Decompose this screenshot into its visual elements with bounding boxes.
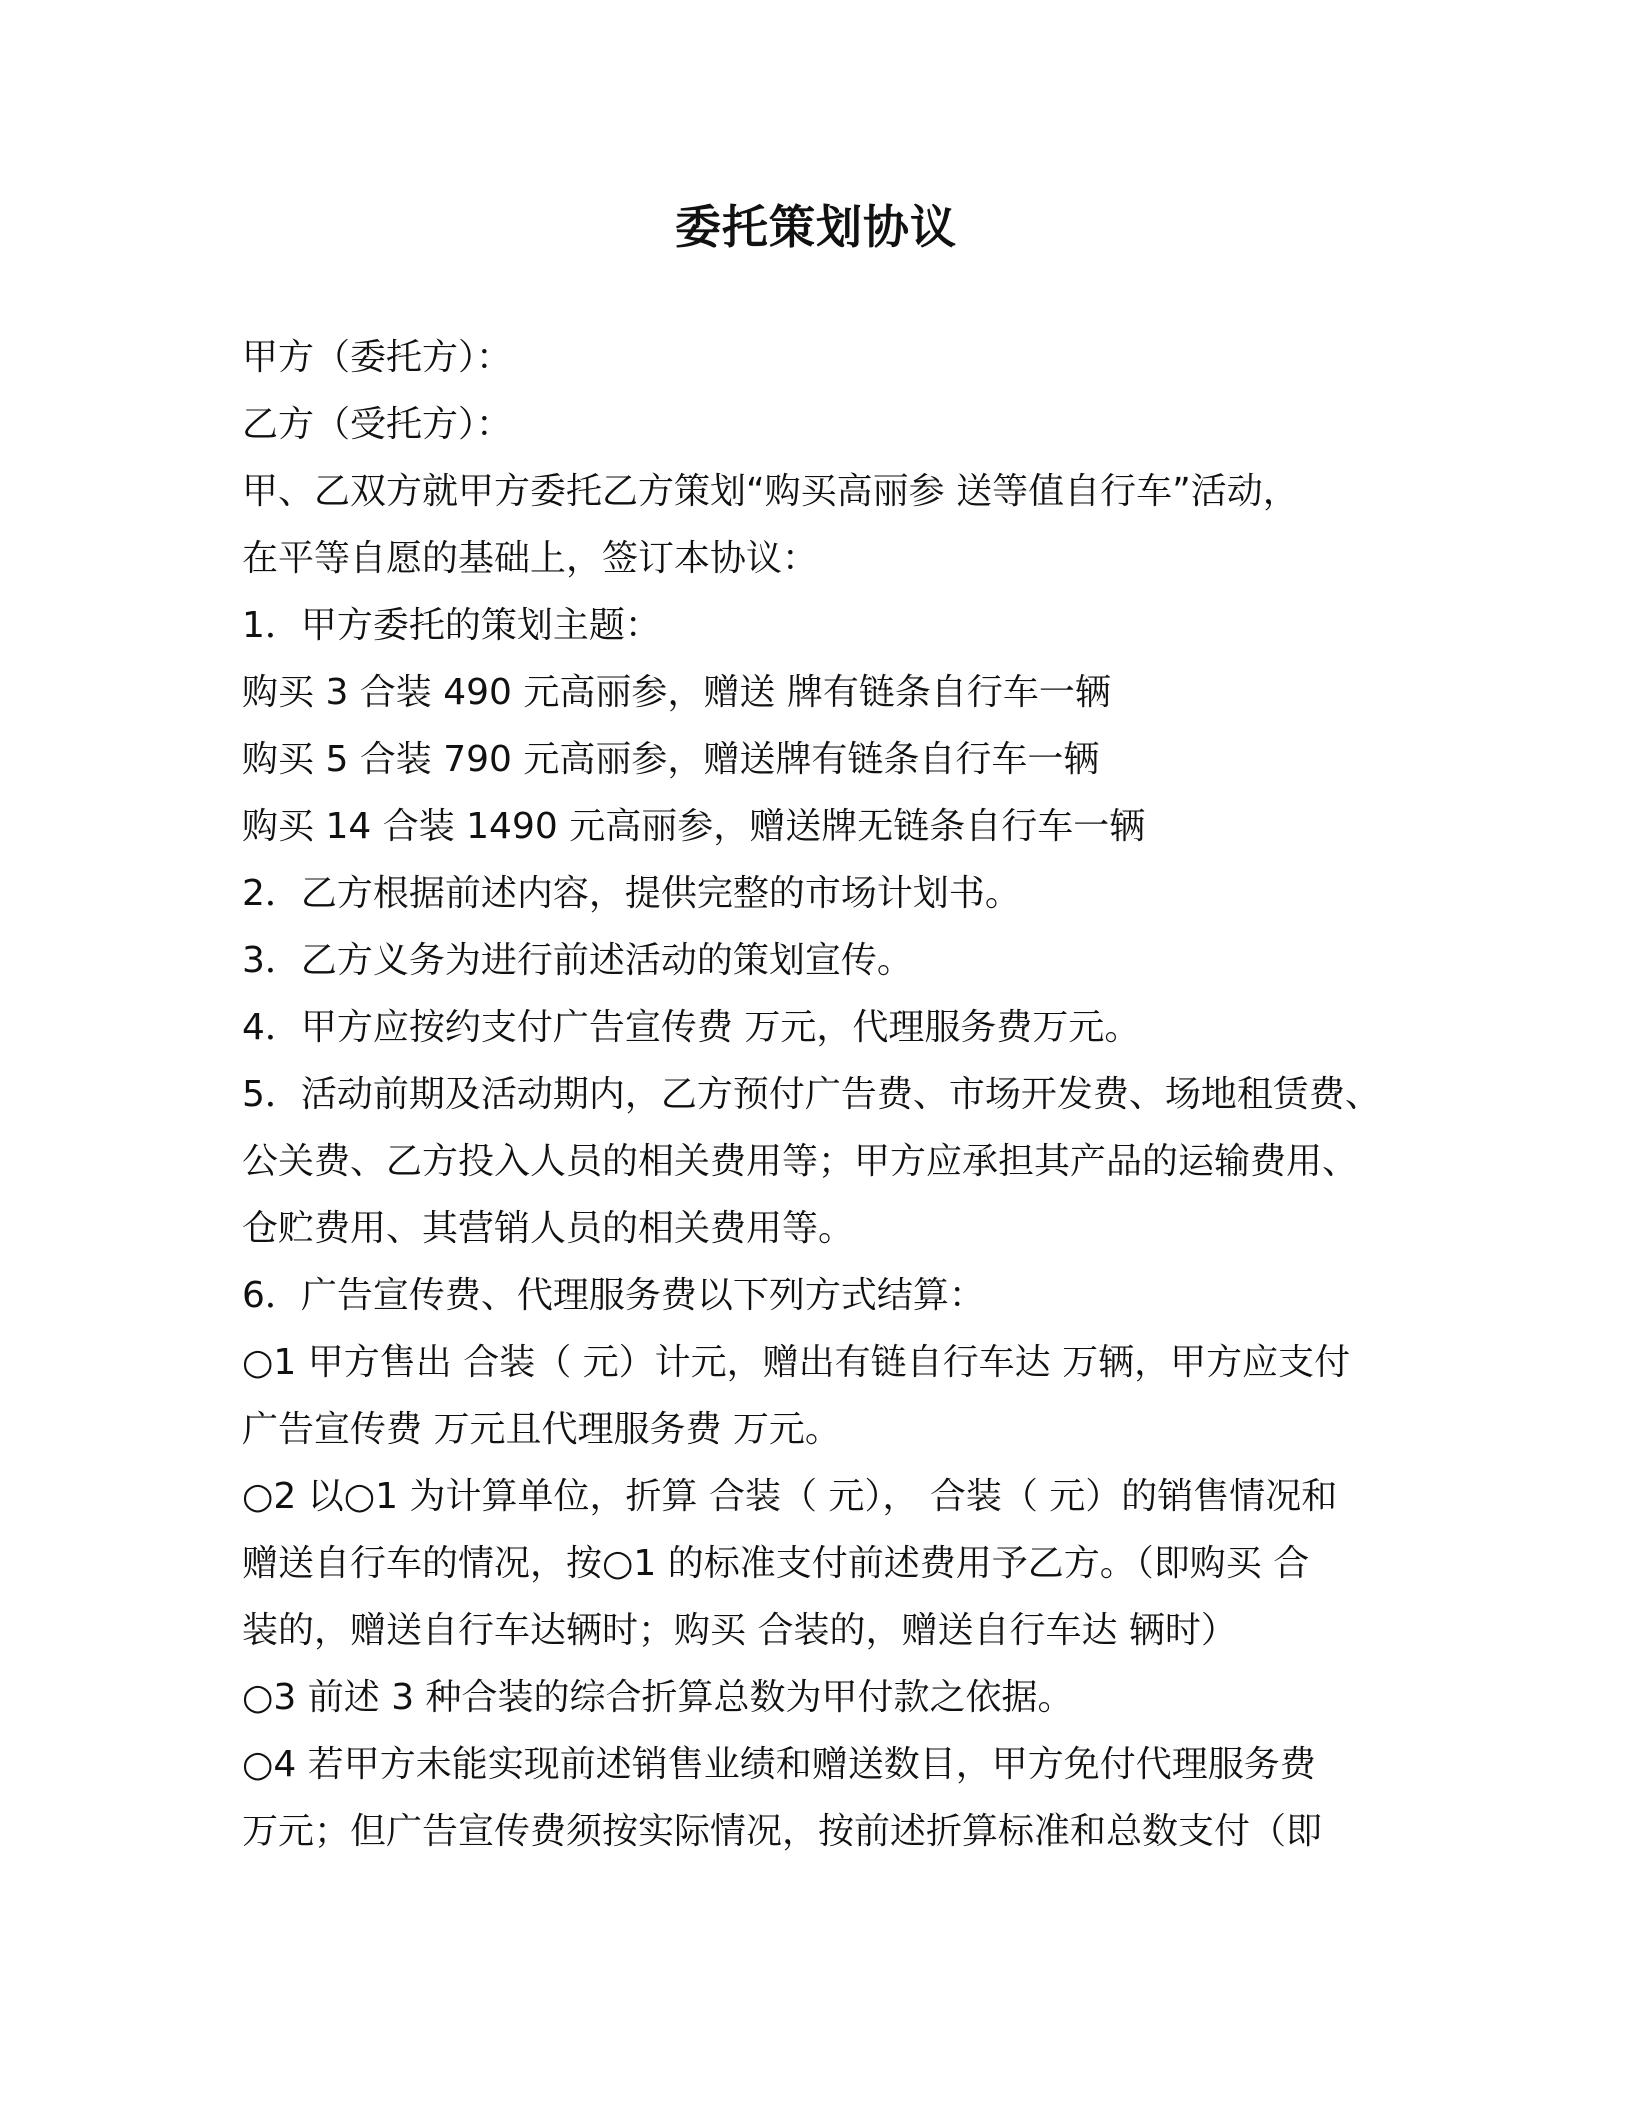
clause-6-item-2-line: 赠送自行车的情况，按○1 的标准支付前述费用予乙方。（即购买 合 — [242, 1543, 1310, 1584]
document-title: 委托策划协议 — [675, 200, 957, 254]
clause-6-item-1-line: 广告宣传费 万元且代理服务费 万元。 — [242, 1409, 841, 1450]
clause-5-line: 仓贮费用、其营销人员的相关费用等。 — [242, 1208, 855, 1249]
clause-6-item-2-line: ○2 以○1 为计算单位，折算 合装（ 元）， 合装（ 元）的销售情况和 — [242, 1476, 1338, 1517]
clause-6-item-3: ○3 前述 3 种合装的综合折算总数为甲付款之依据。 — [242, 1677, 1074, 1718]
clause-1-item: 购买 5 合装 790 元高丽参，赠送牌有链条自行车一辆 — [242, 739, 1100, 780]
party-a-line: 甲方（委托方）： — [242, 337, 513, 378]
party-b-line: 乙方（受托方）： — [242, 404, 513, 445]
clause-5-line: 5．活动前期及活动期内，乙方预付广告费、市场开发费、场地租赁费、 — [242, 1074, 1381, 1115]
clause-6-item-4-line: ○4 若甲方未能实现前述销售业绩和赠送数目，甲方免付代理服务费 — [242, 1744, 1316, 1785]
clause-4: 4．甲方应按约支付广告宣传费 万元，代理服务费万元。 — [242, 1007, 1141, 1048]
clause-6-item-1-line: ○1 甲方售出 合装（ 元）计元，赠出有链自行车达 万辆，甲方应支付 — [242, 1342, 1351, 1383]
preamble-line: 在平等自愿的基础上，签订本协议： — [242, 538, 819, 579]
clause-1-item: 购买 3 合装 490 元高丽参，赠送 牌有链条自行车一辆 — [242, 672, 1111, 713]
clause-6-item-4-line: 万元；但广告宣传费须按实际情况，按前述折算标准和总数支付（即 — [242, 1811, 1323, 1852]
clause-3: 3．乙方义务为进行前述活动的策划宣传。 — [242, 940, 913, 981]
preamble-line: 甲、乙双方就甲方委托乙方策划“购买高丽参 送等值自行车”活动， — [242, 471, 1299, 512]
document-body — [242, 324, 1422, 1865]
clause-2: 2．乙方根据前述内容，提供完整的市场计划书。 — [242, 873, 1021, 914]
clause-6-heading: 6．广告宣传费、代理服务费以下列方式结算： — [242, 1275, 985, 1316]
clause-1-item: 购买 14 合装 1490 元高丽参，赠送牌无链条自行车一辆 — [242, 806, 1146, 847]
clause-6-item-2-line: 装的，赠送自行车达辆时；购买 合装的，赠送自行车达 辆时） — [242, 1610, 1237, 1651]
clause-1-heading: 1．甲方委托的策划主题： — [242, 605, 661, 646]
clause-5-line: 公关费、乙方投入人员的相关费用等；甲方应承担其产品的运输费用、 — [242, 1141, 1359, 1182]
